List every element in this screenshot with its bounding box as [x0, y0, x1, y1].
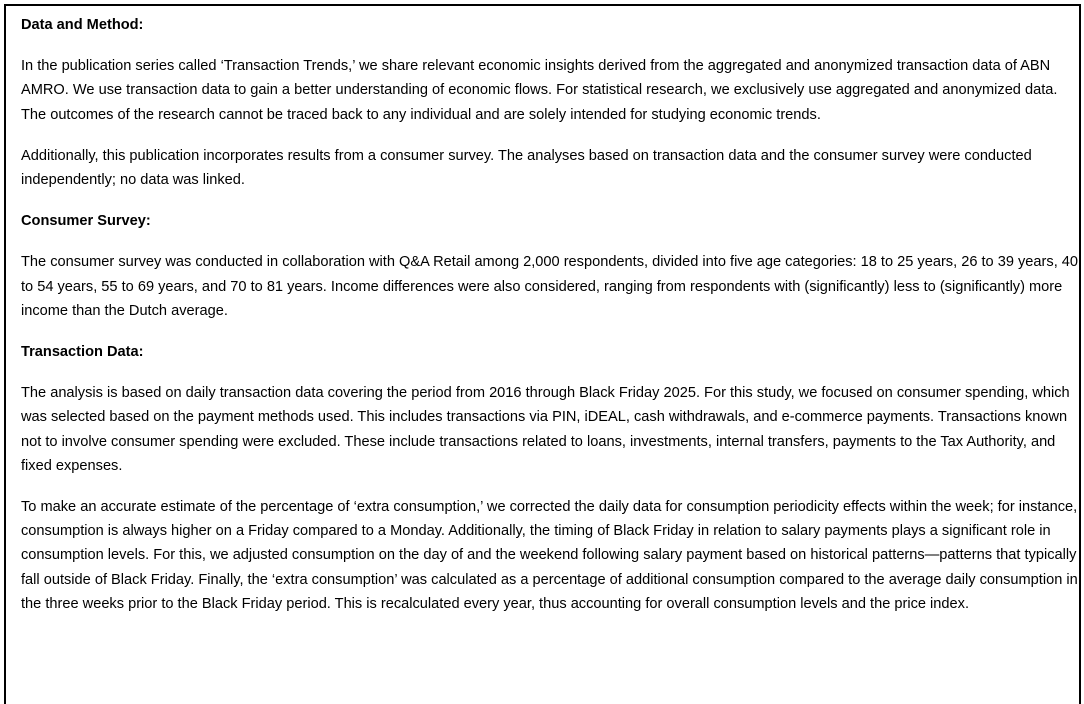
consumer-survey-paragraph: The consumer survey was conducted in collaboration with Q&A Retail among 2,000 respondents, divided into five age categories: 18 to 25 years, 26 to 39 years, 40 to 54 years, 55 to 69 years, and 70 to 81 years. Income differences were also considered, ranging from respondents with (significantly) less to (significantly) more income than the Dutch average. — [21, 254, 1079, 319]
consumer-survey-heading: Consumer Survey: — [21, 213, 151, 230]
document-frame — [4, 4, 1081, 704]
data-method-paragraph-1: In the publication series called ‘Transaction Trends,’ we share relevant economic insights derived from the aggregated and anonymized transaction data of ABN AMRO. We use transaction data to gain a better understanding of economic flows. For statistical research, we exclusively use aggregated and anonymized data. The outcomes of the research cannot be traced back to any individual and are solely intended for studying economic trends. — [21, 58, 1058, 123]
transaction-data-paragraph-2: To make an accurate estimate of the percentage of ‘extra consumption,’ we corrected the daily data for consumption periodicity effects within the week; for instance, consumption is always higher on a Friday compared to a Monday. Additionally, the timing of Black Friday in relation to salary payments plays a significant role in consumption levels. For this, we adjusted consumption on the day of and the weekend following salary payment based on historical patterns—patterns that typically fall outside of Black Friday. Finally, the ‘extra consumption’ was calculated as a percentage of additional consumption compared to the average daily consumption in the three weeks prior to the Black Friday period. This is recalculated every year, thus accounting for overall consumption levels and the price index. — [21, 499, 1078, 612]
transaction-data-heading: Transaction Data: — [21, 344, 144, 361]
transaction-data-paragraph-1: The analysis is based on daily transaction data covering the period from 2016 through Black Friday 2025. For this study, we focused on consumer spending, which was selected based on the payment methods used. This includes transactions via PIN, iDEAL, cash withdrawals, and e-commerce payments. Transactions known not to involve consumer spending were excluded. These include transactions related to loans, investments, internal transfers, payments to the Tax Authority, and fixed expenses. — [21, 385, 1070, 474]
data-method-heading: Data and Method: — [21, 17, 144, 33]
document-body — [21, 13, 1081, 633]
data-method-paragraph-2: Additionally, this publication incorporates results from a consumer survey. The analyses based on transaction data and the consumer survey were conducted independently; no data was linked. — [21, 147, 1032, 189]
